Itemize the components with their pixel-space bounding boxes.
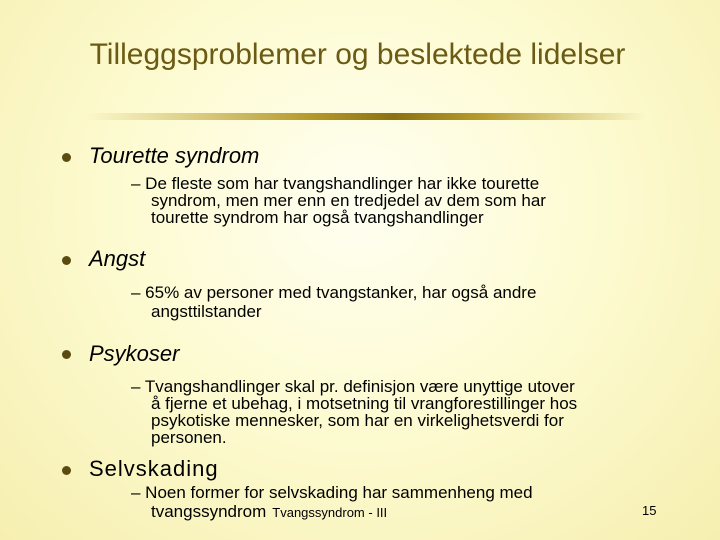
section-body-psykoser [131,378,577,446]
bullet-icon [62,466,71,475]
bullet-icon [62,153,71,162]
body-line: tourette syndrom har også tvangshandlinger [151,208,484,227]
body-line: syndrom, men mer enn en tredjedel av dem som har [151,191,546,210]
body-line: psykotiske mennesker, som har en virkelighetsverdi for [151,411,564,430]
body-line: – 65% av personer med tvangstanker, har også andre [131,283,537,302]
section-body-selvskading [131,483,533,522]
section-heading-angst: Angst [89,246,146,271]
slide-title: Tilleggsproblemer og beslektede lidelser [89,38,626,71]
section-body-tourette [131,175,546,226]
section-heading-selvskading: Selvskading [89,456,219,481]
bullet-icon [62,256,71,265]
body-line: – Noen former for selvskading har sammenheng med [131,483,533,502]
title-divider [86,113,646,120]
slide-footer: Tvangssyndrom - III [272,505,388,520]
section-heading-psykoser: Psykoser [89,341,180,366]
bullet-icon [62,350,71,359]
body-line [131,502,533,522]
body-line: – De fleste som har tvangshandlinger har ikke tourette [131,174,540,193]
body-line: å fjerne et ubehag, i motsetning til vrangforestillinger hos [151,394,578,413]
section-body-angst [131,283,536,321]
body-line: angsttilstander [151,302,262,321]
page-number: 15 [642,503,657,518]
section-heading-tourette: Tourette syndrom [89,143,260,168]
body-line: – Tvangshandlinger skal pr. definisjon være unyttige utover [131,377,575,396]
body-line: personen. [151,428,227,447]
body-line-text: tvangssyndrom [151,502,267,521]
